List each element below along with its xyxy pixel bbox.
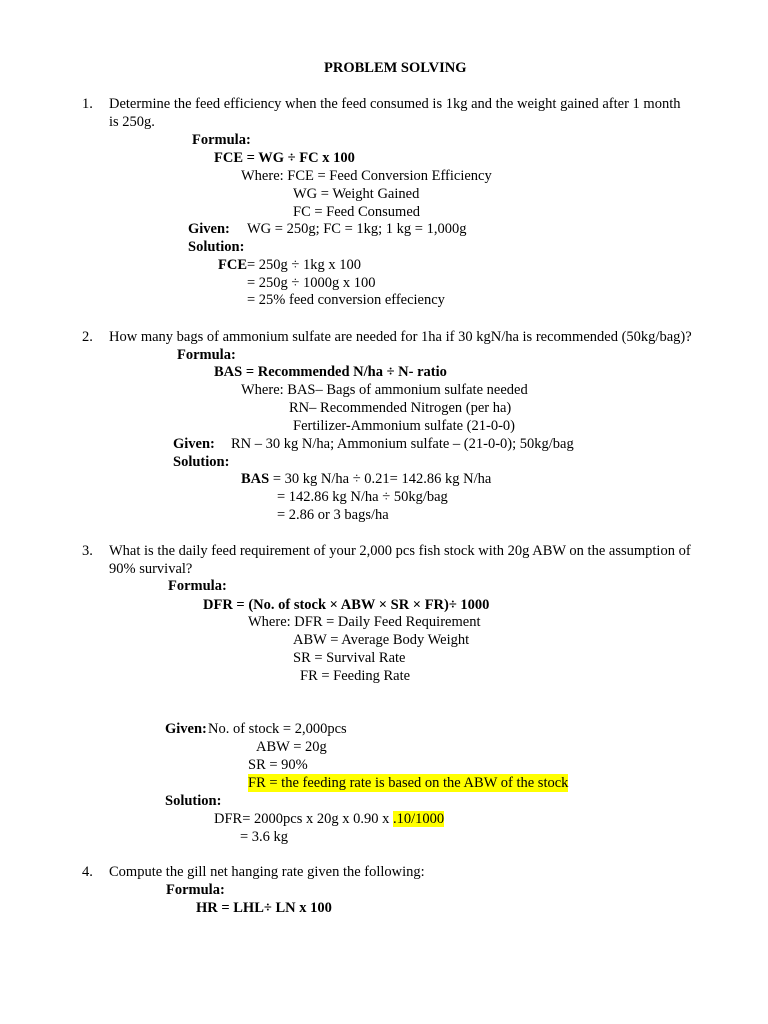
given-values: WG = 250g; FC = 1kg; 1 kg = 1,000g (247, 221, 467, 237)
question-text: Determine the feed efficiency when the feed consumed is 1kg and the weight gained after 1 month (109, 96, 681, 112)
formula-definition: WG = Weight Gained (293, 186, 420, 202)
formula-definition: Where: BAS– Bags of ammonium sulfate needed (241, 382, 528, 398)
solution-step: FCE= 250g ÷ 1kg x 100 (218, 257, 362, 273)
solution-label: Solution: (188, 239, 245, 255)
question-text: 90% survival? (109, 561, 193, 577)
given-values: ABW = 20g (256, 739, 327, 755)
solution-label: Solution: (165, 793, 222, 809)
problem-number: 4. (82, 864, 93, 880)
given-values: No. of stock = 2,000pcs (208, 721, 347, 737)
solution-step: = 25% feed conversion effeciency (247, 292, 445, 308)
solution-step: DFR= 2000pcs x 20g x 0.90 x .10/1000 (214, 811, 445, 827)
formula-definition: FC = Feed Consumed (293, 204, 421, 220)
given-label: Given: (188, 221, 230, 237)
solution-step: = 3.6 kg (240, 829, 289, 845)
formula: HR = LHL÷ LN x 100 (196, 900, 332, 916)
problem-number: 2. (82, 329, 93, 345)
formula-definition: FR = Feeding Rate (300, 668, 411, 684)
formula: FCE = WG ÷ FC x 100 (214, 150, 355, 166)
page-title: PROBLEM SOLVING (324, 60, 467, 76)
formula-label: Formula: (192, 132, 251, 148)
formula-definition: ABW = Average Body Weight (293, 632, 470, 648)
highlighted-value: .10/1000 (392, 811, 445, 827)
formula-definition: Fertilizer-Ammonium sulfate (21-0-0) (293, 418, 515, 434)
problem-number: 1. (82, 96, 93, 112)
formula-definition: SR = Survival Rate (293, 650, 406, 666)
formula-label: Formula: (166, 882, 225, 898)
formula: DFR = (No. of stock × ABW × SR × FR)÷ 1000 (203, 597, 490, 613)
formula-definition: RN– Recommended Nitrogen (per ha) (289, 400, 512, 416)
solution-variable: BAS (241, 471, 270, 487)
given-label: Given: (173, 436, 215, 452)
question-text: What is the daily feed requirement of your 2,000 pcs fish stock with 20g ABW on the assumption of (109, 543, 691, 559)
given-label: Given: (165, 721, 207, 737)
solution-variable: FCE (218, 257, 247, 273)
given-values: SR = 90% (248, 757, 308, 773)
solution-step: = 250g ÷ 1000g x 100 (247, 275, 376, 291)
solution-label: Solution: (173, 454, 230, 470)
solution-step: = 142.86 kg N/ha ÷ 50kg/bag (277, 489, 448, 505)
formula-label: Formula: (177, 347, 236, 363)
question-text: Compute the gill net hanging rate given the following: (109, 864, 425, 880)
solution-step: BAS = 30 kg N/ha ÷ 0.21= 142.86 kg N/ha (241, 471, 492, 487)
formula-definition: Where: DFR = Daily Feed Requirement (248, 614, 481, 630)
question-text: is 250g. (109, 114, 155, 130)
formula: BAS = Recommended N/ha ÷ N- ratio (214, 364, 447, 380)
problem-number: 3. (82, 543, 93, 559)
formula-label: Formula: (168, 578, 227, 594)
question-text: How many bags of ammonium sulfate are needed for 1ha if 30 kgN/ha is recommended (50kg/bag)? (109, 329, 692, 345)
given-values: RN – 30 kg N/ha; Ammonium sulfate – (21-0-0); 50kg/bag (231, 436, 574, 452)
highlighted-note: FR = the feeding rate is based on the ABW of the stock (248, 775, 569, 791)
solution-step: = 2.86 or 3 bags/ha (277, 507, 389, 523)
formula-definition: Where: FCE = Feed Conversion Efficiency (241, 168, 492, 184)
